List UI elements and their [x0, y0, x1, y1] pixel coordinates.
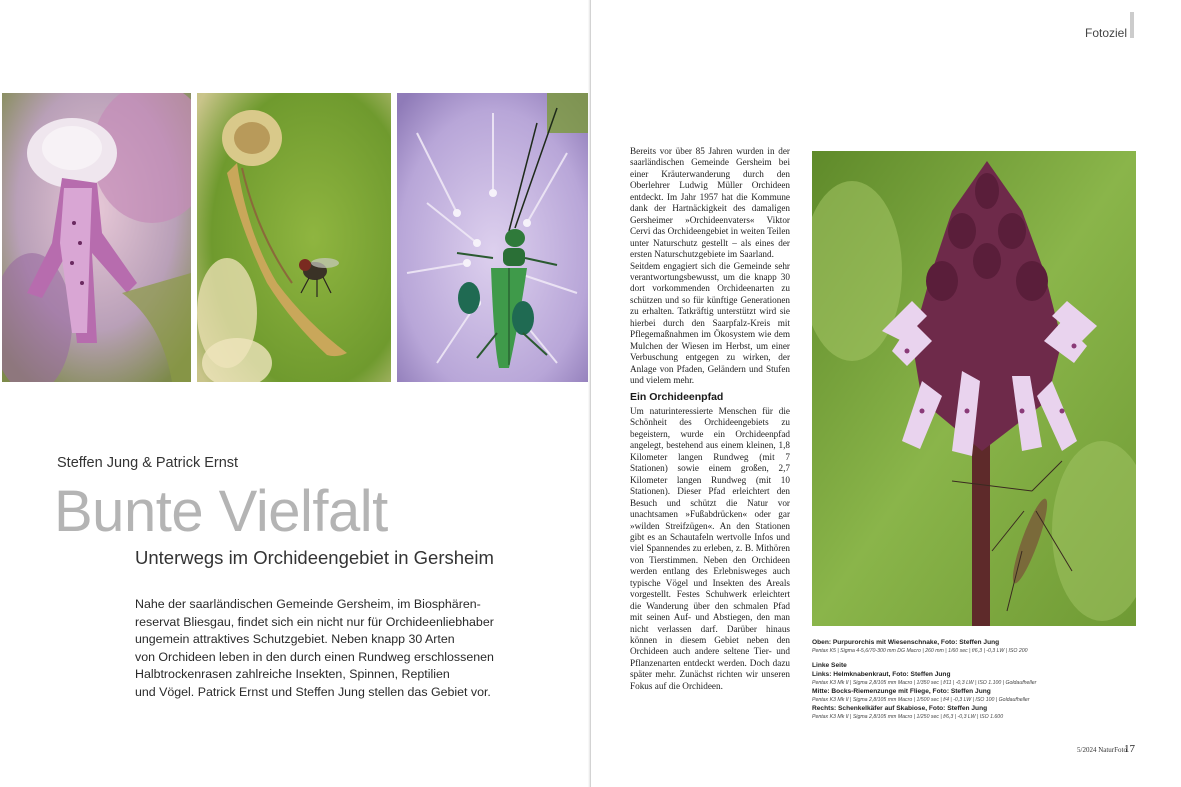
section-label: Fotoziel [1085, 26, 1128, 40]
intro-line: Nahe der saarländischen Gemeinde Gersheim, im Biosphären- [135, 597, 481, 611]
purple-orchid-photo [812, 151, 1136, 626]
article-intro [135, 596, 494, 701]
section-heading: Ein Orchideenpfad [630, 390, 724, 403]
issue-label: 5/2024 NaturFoto [1077, 746, 1127, 754]
intro-line: und Vögel. Patrick Ernst und Steffen Jung stellen das Gebiet vor. [135, 684, 491, 699]
article-subtitle: Unterwegs im Orchideengebiet in Gersheim [135, 547, 494, 568]
intro-line: Halbtrockenrasen zahlreiche Insekten, Spinnen, Reptilien [135, 667, 450, 681]
purple-orchid-photo [812, 151, 1136, 626]
caption-heading: Mitte: Bocks-Riemenzunge mit Fliege, Foto: Steffen Jung [812, 688, 991, 695]
section-marker [1130, 12, 1134, 38]
body-column [630, 146, 790, 692]
article-authors: Steffen Jung & Patrick Ernst [57, 455, 239, 471]
caption-specs: Pentax K3 Mk II | Sigma 2,8/105 mm Macro | 1/350 sec | f/11 | -0,3 LW | ISO 1.100 | Goldaufheller [812, 680, 1037, 686]
page-number: 17 [1124, 743, 1135, 755]
caption-heading: Oben: Purpurorchis mit Wiesenschnake, Foto: Steffen Jung [812, 639, 1000, 646]
intro-line: reservat Bliesgau, findet sich ein nicht nur für Orchideenliebhaber [135, 614, 494, 629]
lizard-orchid-fly-photo [197, 93, 391, 382]
caption-specs: Pentax K3 Mk II | Sigma 2,8/105 mm Macro | 1/250 sec | f/6,3 | -0,3 LW | ISO 1.600 [812, 714, 1004, 720]
caption-heading: Links: Helmknabenkraut, Foto: Steffen Jung [812, 671, 951, 678]
orchid-with-fly-photo [197, 93, 391, 382]
article-title: Bunte Vielfalt [54, 479, 388, 544]
caption-group-label: Linke Seite [812, 662, 847, 669]
intro-line: von Orchideen leben in den durch einen Rundweg erschlossenen [135, 649, 494, 664]
caption-specs: Pentax K3 Mk II | Sigma 2,8/105 mm Macro | 1/500 sec | f/4 | -0,3 LW | ISO 100 | Goldaufheller [812, 697, 1030, 703]
helmet-orchid-photo [2, 93, 191, 382]
caption-heading: Rechts: Schenkelkäfer auf Skabiose, Foto: Steffen Jung [812, 705, 988, 712]
beetle-on-scabiosa-photo [397, 93, 590, 382]
body-paragraph: Um naturinteressierte Menschen für die Schönheit des Orchideengebiets zu begeistern, wurde ein Orchideenpfad angelegt, bestehend aus einem kleinen, 1,8 Kilometer langen Rundweg (mit 7 Stationen) sowie einem großen, 2,7 Kilometer langen Rundweg (mit 10 Stationen). Dieser Pfad erleichtert den Besuch und schützt die Natur vor unachtsamen »Fußabdrücken« oder gar »wilden Streifzügen«. An den Stationen gibt es an Schautafeln wertvolle Infos und viel Spannendes zu erleben, z. B. Mithören von Tierstimmen. Neben den Orchideen werden entlang des Erlebnisweges auch typische Vögel und Insekten des Areals vorgestellt. Festes Schuhwerk erleichtert die Wanderung über den schmalen Pfad mit seinen Auf- und Abstiegen, den man nicht verlassen darf. Darüber hinaus können in diesem Gebiet neben den Orchideen auch andere seltene Tier- und Pflanzenarten entdeckt werden. Doch dazu später mehr. Zunächst richten wir unseren Fokus auf die Orchideen. [630, 405, 790, 691]
orchid-closeup-photo [2, 93, 191, 382]
body-paragraph: Seitdem engagiert sich die Gemeinde sehr verantwortungsbewusst, um die knapp 30 dort vorkommenden Orchideenarten zu schützen und so für künftige Generationen zu erhalten. Tatkräftig unterstützt wird sie hierbei durch den Saarpfalz-Kreis mit Pflegemaßnahmen im Ökosystem wie dem Mulchen der Wiesen im Herbst, um einer Verbuschung entgegen zu wirken, der Anlage von Pfaden, Geländern und Stufen und vielem mehr. [630, 260, 790, 386]
body-paragraph: Bereits vor über 85 Jahren wurden in der saarländischen Gemeinde Gersheim bei einer Kräuterwanderung durch den Oberlehrer Ludwig Müller Orchideen entdeckt. Im Jahr 1957 hat die Kommune dank der Hartnäckigkeit des damaligen Gersheimer »Orchideenvaters« Viktor Cervi das Orchideengebiet in weiten Teilen unter Naturschutz gestellt – als eines der ersten Naturschutzgebiete im Saarland. [630, 146, 790, 260]
photo-captions [812, 638, 1112, 721]
left-page [0, 0, 590, 787]
intro-line: ungemein attraktives Schutzgebiet. Neben knapp 30 Arten [135, 632, 455, 646]
beetle-scabiosa-photo [397, 93, 590, 382]
caption-specs: Pentax K5 | Sigma 4-5,6/70-300 mm DG Macro | 260 mm | 1/60 sec | f/6,3 | -0,3 LW | ISO 200 [812, 648, 1028, 654]
